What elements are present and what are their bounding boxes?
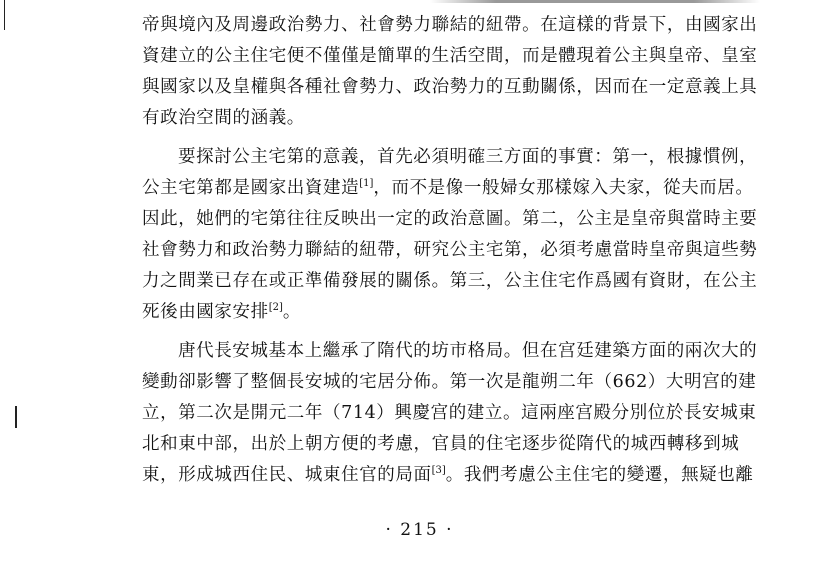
text-line: 變動卻影響了整個長安城的宅居分佈。第一次是龍朔二年（662）大明宫的建 bbox=[142, 372, 757, 392]
text-line: 帝與境內及周邊政治勢力、社會勢力聯結的紐帶。在這樣的背景下，由國家出 bbox=[142, 15, 758, 35]
cropped-previous-line bbox=[430, 0, 760, 3]
footnote-marker[interactable]: [2] bbox=[268, 302, 283, 313]
margin-mark bbox=[4, 0, 5, 30]
text-span: 公主宅第都是國家出資建造 bbox=[142, 178, 360, 198]
text-span: 東，形成城西住民、城東住官的局面 bbox=[142, 465, 432, 485]
text-line: 與國家以及皇權與各種社會勢力、政治勢力的互動關係，因而在一定意義上具 bbox=[142, 77, 758, 97]
text-line: 唐代長安城基本上繼承了隋代的坊市格局。但在宫廷建築方面的兩次大的 bbox=[178, 341, 758, 361]
text-line: 北和東中部，出於上朝方便的考慮，官員的住宅逐步從隋代的城西轉移到城 bbox=[142, 434, 740, 454]
paragraph-public-residence-facts bbox=[142, 142, 772, 328]
page-number: · 215 · bbox=[385, 520, 454, 540]
text-line: 社會勢力和政治勢力聯結的紐帶，研究公主宅第，必須考慮當時皇帝與這些勢 bbox=[142, 240, 758, 260]
text-span: 死後由國家安排 bbox=[142, 302, 269, 322]
paragraph-continuation bbox=[142, 10, 772, 134]
footnote-marker[interactable]: [1] bbox=[359, 178, 374, 189]
paragraph-changan-layout bbox=[142, 336, 772, 491]
text-line: 要探討公主宅第的意義，首先必須明確三方面的事實：第一，根據慣例， bbox=[178, 147, 758, 167]
text-line: 立，第二次是開元二年（714）興慶宫的建立。這兩座宫殿分別位於長安城東 bbox=[142, 403, 757, 423]
text-span: ，而不是像一般婦女那樣嫁入夫家，從夫而居。 bbox=[373, 178, 754, 198]
text-line: 因此，她們的宅第往往反映出一定的政治意圖。第二，公主是皇帝與當時主要 bbox=[142, 209, 758, 229]
footnote-marker[interactable]: [3] bbox=[431, 465, 446, 476]
text-line: 資建立的公主住宅便不僅僅是簡單的生活空間，而是體現着公主與皇帝、皇室 bbox=[142, 46, 758, 66]
margin-mark bbox=[15, 406, 17, 428]
text-span: 。我們考慮公主住宅的變遷，無疑也離 bbox=[445, 465, 754, 485]
text-span: 。 bbox=[282, 302, 301, 322]
text-line bbox=[142, 460, 772, 491]
text-line: 有政治空間的涵義。 bbox=[142, 108, 305, 128]
text-line bbox=[142, 297, 772, 328]
text-line bbox=[142, 173, 772, 204]
body-text bbox=[142, 10, 772, 491]
text-line: 力之間業已存在或正準備發展的關係。第三，公主住宅作爲國有資財，在公主 bbox=[142, 271, 758, 291]
